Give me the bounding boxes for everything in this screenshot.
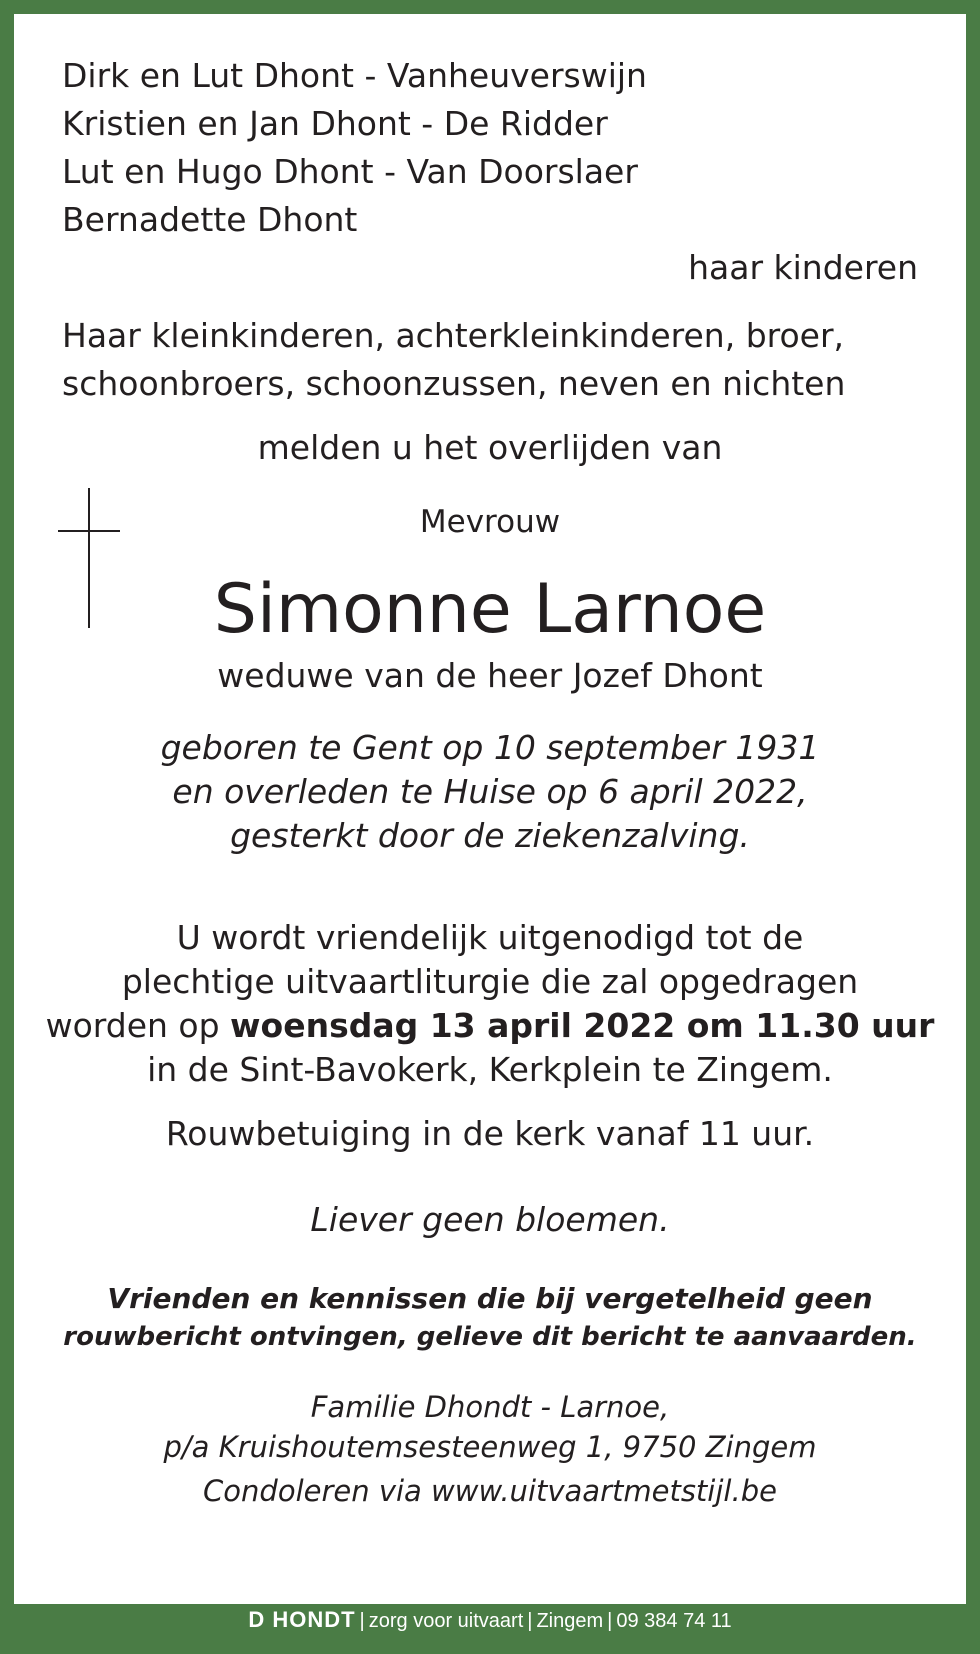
footer-tagline: zorg voor uitvaart — [368, 1610, 524, 1632]
child-name-4: Bernadette Dhont — [62, 200, 358, 239]
brand-logo: D HONDT — [248, 1607, 356, 1632]
footer-phone: 09 384 74 11 — [616, 1610, 732, 1632]
obituary-card — [14, 14, 966, 1604]
invitation-line-3 — [14, 1006, 966, 1045]
child-name-3: Lut en Hugo Dhont - Van Doorslaer — [62, 152, 638, 191]
no-flowers: Liever geen bloemen. — [310, 1200, 670, 1239]
children-caption: haar kinderen — [688, 248, 918, 287]
salutation: Mevrouw — [419, 504, 561, 540]
child-name-2: Kristien en Jan Dhont - De Ridder — [62, 104, 608, 143]
funeral-date: woensdag 13 april 2022 om 11.30 uur — [230, 1006, 935, 1045]
deceased-name: Simonne Larnoe — [213, 570, 767, 649]
invitation-line-1: U wordt vriendelijk uitgenodigd tot de — [176, 918, 804, 957]
notice-line-1: Vrienden en kennissen die bij vergetelheid geen — [107, 1282, 873, 1315]
contact-family: Familie Dhondt - Larnoe, — [310, 1390, 670, 1424]
footer-town: Zingem — [536, 1610, 604, 1632]
footer-separator: | — [527, 1610, 533, 1632]
relatives-line-2: schoonbroers, schoonzussen, neven en nichten — [62, 364, 846, 403]
invitation-line-2: plechtige uitvaartliturgie die zal opgedragen — [121, 962, 859, 1001]
condolence-time: Rouwbetuiging in de kerk vanaf 11 uur. — [165, 1114, 815, 1153]
invitation-line-4: in de Sint-Bavokerk, Kerkplein te Zingem. — [147, 1050, 833, 1089]
child-name-1: Dirk en Lut Dhont - Vanheuverswijn — [62, 56, 647, 95]
invitation-prefix: worden op — [45, 1006, 231, 1045]
life-detail-2: en overleden te Huise op 6 april 2022, — [172, 772, 808, 811]
footer-separator: | — [359, 1610, 365, 1632]
contact-online: Condoleren via www.uitvaartmetstijl.be — [203, 1474, 777, 1508]
footer-separator: | — [607, 1610, 613, 1632]
widow-of: weduwe van de heer Jozef Dhont — [217, 656, 763, 695]
contact-address: p/a Kruishoutemsesteenweg 1, 9750 Zingem — [163, 1430, 817, 1464]
life-detail-1: geboren te Gent op 10 september 1931 — [160, 728, 820, 767]
relatives-line-1: Haar kleinkinderen, achterkleinkinderen, broer, — [62, 316, 845, 355]
footer-bar — [0, 1604, 980, 1654]
life-detail-3: gesterkt door de ziekenzalving. — [230, 816, 750, 855]
announce-text: melden u het overlijden van — [257, 428, 723, 467]
notice-line-2: rouwbericht ontvingen, gelieve dit bericht te aanvaarden. — [63, 1322, 917, 1352]
